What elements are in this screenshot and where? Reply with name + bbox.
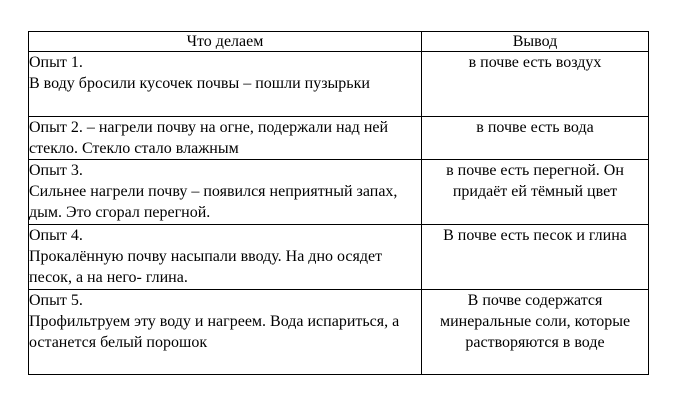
conclusion-cell: В почве содержатся минеральные соли, которые растворяются в воде [422,290,649,375]
table-row [29,52,649,117]
conclusion-cell: в почве есть воздух [422,52,649,117]
action-cell [29,290,422,375]
conclusion-cell: В почве есть песок и глина [422,225,649,290]
experiment-title: Опыт 3. [29,162,83,179]
conclusion-cell: в почве есть вода [422,117,649,160]
header-row [29,32,649,52]
action-cell [29,117,422,160]
table-row [29,160,649,225]
experiment-title: Опыт 5. [29,292,83,309]
action-cell [29,52,422,117]
experiment-title: Опыт 4. [29,227,83,244]
experiment-action: Сильнее нагрели почву – появился неприятный запах, дым. Это сгорал перегной. [29,183,398,221]
experiment-action: – нагрели почву на огне, подержали над ней стекло. Стекло стало влажным [29,119,389,157]
action-cell [29,225,422,290]
experiment-action: Прокалённую почву насыпали вводу. На дно осядет песок, а на него- глина. [29,248,383,286]
header-what: Что делаем [29,32,422,52]
experiment-title: Опыт 1. [29,54,83,71]
conclusion-cell: в почве есть перегной. Он придаёт ей тёмный цвет [422,160,649,225]
table-row [29,290,649,375]
experiment-action: Профильтруем эту воду и нагреем. Вода испариться, а останется белый порошок [29,313,400,351]
experiment-action: В воду бросили кусочек почвы – пошли пузырьки [29,75,370,92]
action-cell [29,160,422,225]
table-row [29,225,649,290]
experiments-table [28,31,649,375]
experiment-title: Опыт 2. [29,119,83,136]
table-row [29,117,649,160]
header-conclusion: Вывод [422,32,649,52]
